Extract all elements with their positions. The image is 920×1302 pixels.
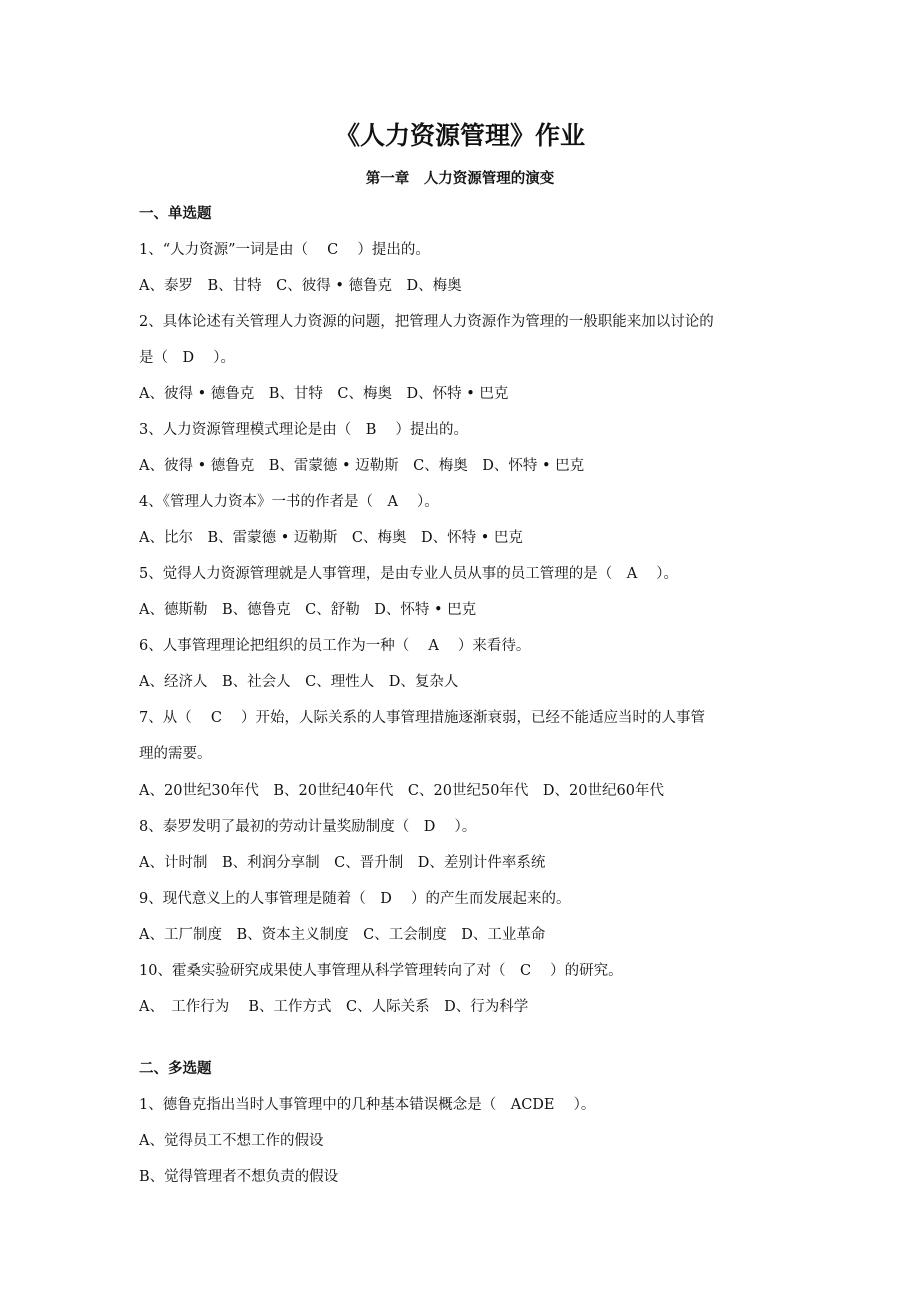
question-8: 8、泰罗发明了最初的劳动计量奖励制度（ D ）。 <box>139 819 477 835</box>
question-5-options: A、德斯勒 B、德鲁克 C、舒勒 D、怀特 • 巴克 <box>139 602 477 618</box>
question-10-options: A、 工作行为 B、工作方式 C、人际关系 D、行为科学 <box>139 999 529 1015</box>
question-7-continued: 理的需要。 <box>139 746 212 762</box>
question-9-options: A、工厂制度 B、资本主义制度 C、工会制度 D、工业革命 <box>139 927 546 943</box>
multi-question-1-option-a: A、觉得员工不想工作的假设 <box>139 1133 324 1149</box>
question-1: 1、“人力资源”一词是由（ C ）提出的。 <box>139 242 430 258</box>
question-3-options: A、彼得 • 德鲁克 B、雷蒙德 • 迈勒斯 C、梅奥 D、怀特 • 巴克 <box>139 458 585 474</box>
question-4-options: A、比尔 B、雷蒙德 • 迈勒斯 C、梅奥 D、怀特 • 巴克 <box>139 530 523 546</box>
question-7-options: A、20世纪30年代 B、20世纪40年代 C、20世纪50年代 D、20世纪60年代 <box>139 783 664 799</box>
multi-question-1-option-b: B、觉得管理者不想负责的假设 <box>139 1169 339 1185</box>
question-1-options: A、泰罗 B、甘特 C、彼得 • 德鲁克 D、梅奥 <box>139 278 462 294</box>
question-2-continued: 是（ D ）。 <box>139 350 235 366</box>
multi-question-1: 1、德鲁克指出当时人事管理中的几种基本错误概念是（ ACDE ）。 <box>139 1097 596 1113</box>
question-8-options: A、计时制 B、利润分享制 C、晋升制 D、差别计件率系统 <box>139 855 546 871</box>
question-2-options: A、彼得 • 德鲁克 B、甘特 C、梅奥 D、怀特 • 巴克 <box>139 386 509 402</box>
question-6-options: A、经济人 B、社会人 C、理性人 D、复杂人 <box>139 674 459 690</box>
question-6: 6、人事管理理论把组织的员工作为一种（ A ）来看待。 <box>139 638 531 654</box>
question-2: 2、具体论述有关管理人力资源的问题，把管理人力资源作为管理的一般职能来加以讨论的 <box>139 314 714 330</box>
section-heading-single-choice: 一、单选题 <box>139 206 212 222</box>
chapter-title: 第一章 人力资源管理的演变 <box>365 171 555 187</box>
document-title: 《人力资源管理》作业 <box>334 121 585 150</box>
question-5: 5、觉得人力资源管理就是人事管理，是由专业人员从事的员工管理的是（ A ）。 <box>139 566 679 582</box>
question-3: 3、人力资源管理模式理论是由（ B ）提出的。 <box>139 422 468 438</box>
section-heading-multiple-choice: 二、多选题 <box>139 1061 212 1077</box>
question-4: 4、《管理人力资本》一书的作者是（ A ）。 <box>139 494 439 510</box>
question-7: 7、从（ C ）开始，人际关系的人事管理措施逐渐衰弱，已经不能适应当时的人事管 <box>139 710 706 726</box>
question-10: 10、霍桑实验研究成果使人事管理从科学管理转向了对（ C ）的研究。 <box>139 963 623 979</box>
question-9: 9、现代意义上的人事管理是随着（ D ）的产生而发展起来的。 <box>139 891 571 907</box>
